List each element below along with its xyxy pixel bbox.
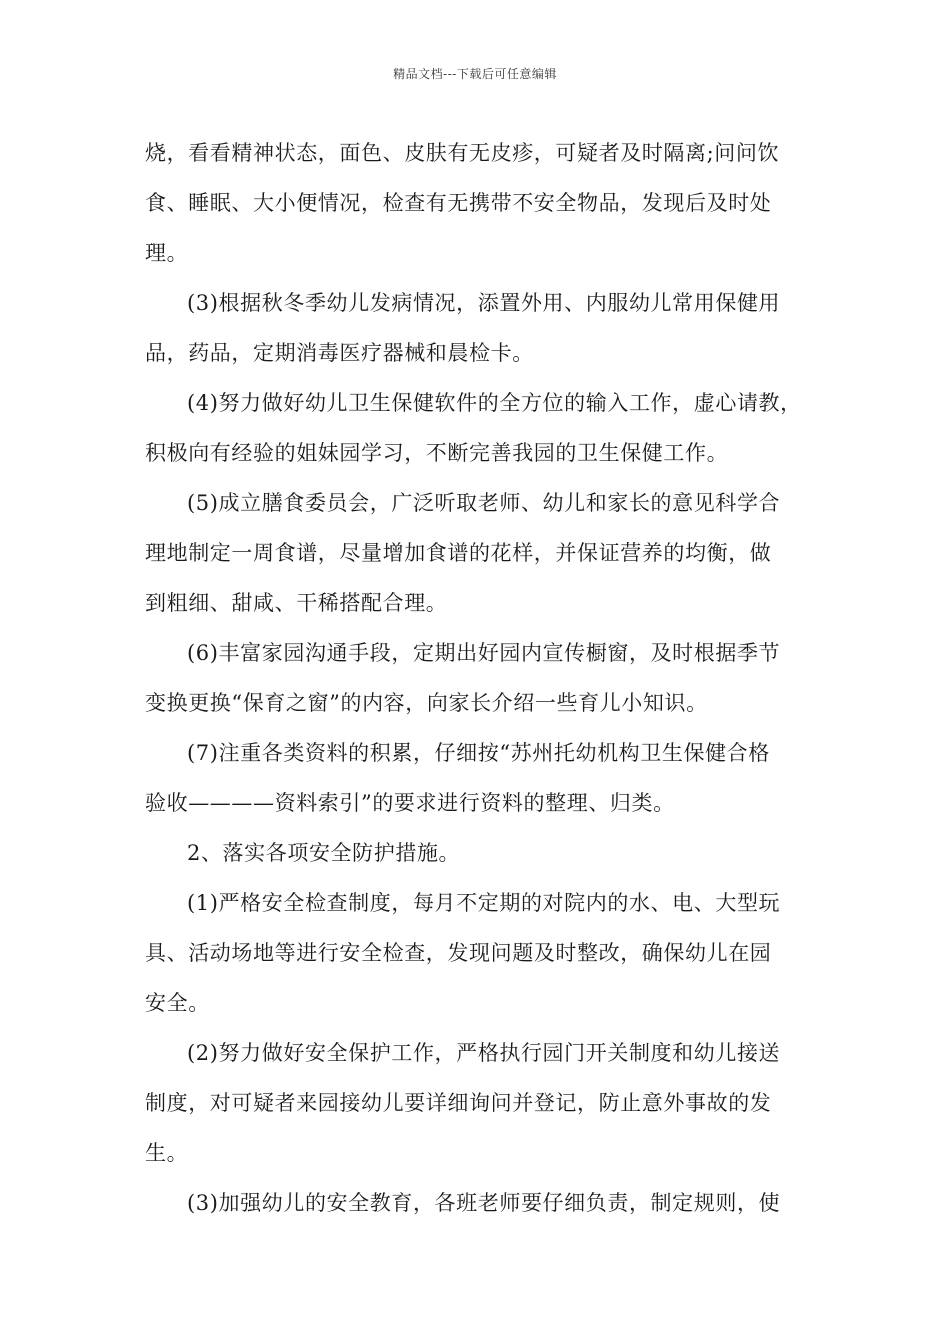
text-line: (6)丰富家园沟通手段，定期出好园内宣传橱窗，及时根据季节 [187, 641, 781, 665]
text-line: 品，药品，定期消毒医疗器械和晨检卡。 [145, 341, 534, 365]
text-line: (3)加强幼儿的安全教育，各班老师要仔细负责，制定规则，使 [187, 1191, 781, 1215]
text-line: (4)努力做好幼儿卫生保健软件的全方位的输入工作，虚心请教， [187, 391, 802, 415]
text-line: 食、睡眠、大小便情况，检查有无携带不安全物品，发现后及时处 [145, 191, 772, 215]
text-line: 到粗细、甜咸、干稀搭配合理。 [145, 591, 448, 615]
text-line: 安全。 [145, 991, 210, 1015]
text-line: (7)注重各类资料的积累，仔细按“苏州托幼机构卫生保健合格 [187, 741, 770, 765]
text-line: 具、活动场地等进行安全检查，发现问题及时整改，确保幼儿在园 [145, 941, 772, 965]
text-line: 变换更换“保育之窗”的内容，向家长介绍一些育儿小知识。 [145, 691, 708, 715]
text-line: (3)根据秋冬季幼儿发病情况，添置外用、内服幼儿常用保健用 [187, 291, 781, 315]
text-line: 制度，对可疑者来园接幼儿要详细询问并登记，防止意外事故的发 [145, 1091, 772, 1115]
text-line: (1)严格安全检查制度，每月不定期的对院内的水、电、大型玩 [187, 891, 781, 915]
text-line: 理。 [145, 241, 189, 265]
page-header: 精品文档---下载后可任意编辑 [393, 67, 557, 81]
text-line: (2)努力做好安全保护工作，严格执行园门开关制度和幼儿接送 [187, 1041, 781, 1065]
text-line: 验收————资料索引”的要求进行资料的整理、归类。 [145, 791, 675, 815]
text-line: (5)成立膳食委员会，广泛听取老师、幼儿和家长的意见科学合 [187, 491, 781, 515]
text-line: 2、落实各项安全防护措施。 [187, 841, 461, 865]
text-line: 理地制定一周食谱，尽量增加食谱的花样，并保证营养的均衡，做 [145, 541, 772, 565]
text-line: 生。 [145, 1141, 189, 1165]
text-line: 积极向有经验的姐妹园学习，不断完善我园的卫生保健工作。 [145, 441, 729, 465]
document-body [145, 128, 810, 1228]
text-line: 烧，看看精神状态，面色、皮肤有无皮疹，可疑者及时隔离;问问饮 [145, 141, 780, 165]
